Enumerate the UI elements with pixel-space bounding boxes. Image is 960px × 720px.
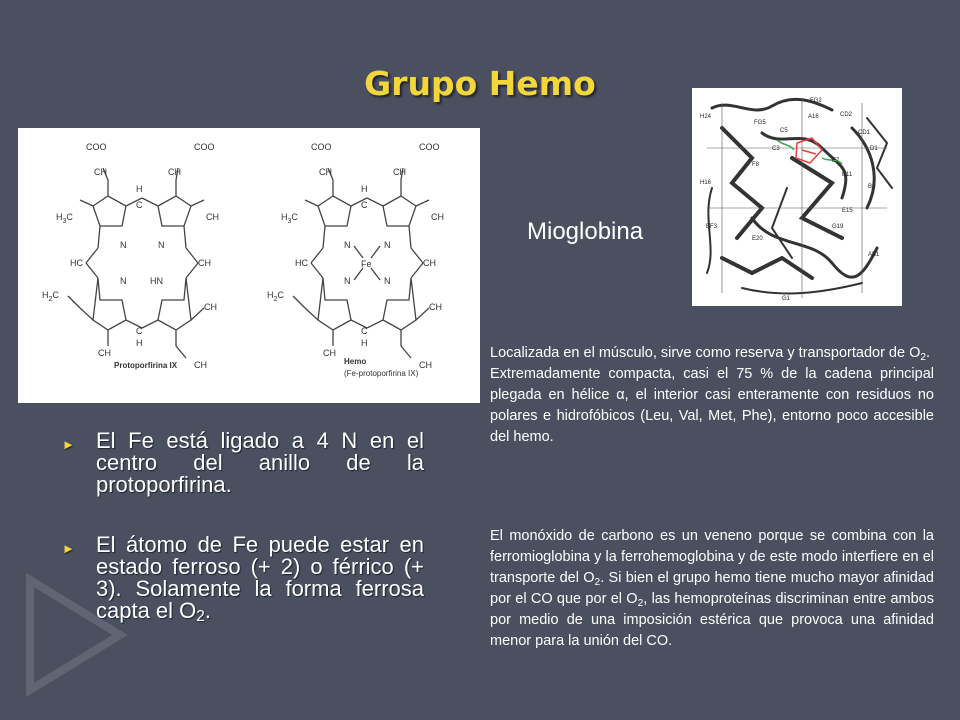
helix-label-5: CD1 (858, 130, 871, 136)
description-paragraph-1 (490, 343, 934, 448)
triangle-right-icon: ► (62, 541, 75, 556)
caption-protoporfirina: Protoporfirina IX (114, 361, 178, 370)
helix-label-13: E20 (752, 236, 763, 242)
helix-label-14: G19 (832, 224, 844, 230)
caption-hemo-sub: (Fe-protoporfirina IX) (344, 369, 419, 378)
bullet-list (62, 430, 424, 652)
label-h-4: H (361, 338, 368, 348)
description-line-1: Localizada en el músculo, sirve como reserva y transportador de $O_2$. (490, 345, 931, 363)
label-ch3-3: CH (98, 348, 111, 358)
description-paragraph-2 (490, 526, 934, 652)
label-coo-2: COO (194, 142, 215, 152)
label-h3c-1: $H_3C$ (56, 212, 73, 225)
description-line-2: Extremadamente compacta, casi el 75 % de la cadena principal plegada en hélice α, el interior casi enteramente con residuos no polares e hidrofóbicos (Leu, Val, Met, Phe), entorno poco accesible del hemo. (490, 366, 934, 445)
bullet-2-text: El átomo de Fe puede estar en estado ferroso (+ 2) o férrico (+ 3). Solamente la forma ferrosa capta el $O_2$. (96, 532, 424, 625)
label-c-3: C (361, 200, 368, 210)
label-ch2-1: CH (94, 167, 107, 177)
label-n-5: N (384, 240, 391, 250)
helix-label-3: C5 (780, 128, 788, 134)
label-h2c-2: $H_2C$ (267, 290, 284, 303)
slide-title: Grupo Hemo (364, 64, 596, 103)
label-h3c-2: $H_3C$ (281, 212, 298, 225)
helix-label-8: F8 (752, 162, 760, 168)
helix-label-1: FG2 (810, 98, 822, 104)
helix-label-0: H24 (700, 114, 712, 120)
helix-label-17: G1 (782, 296, 791, 302)
helix-label-18: B5 (868, 184, 876, 190)
helix-label-19: A16 (808, 114, 819, 120)
description-co-text: El monóxido de carbono es un veneno porque se combina con la ferromioglobina y la ferrohemoglobina y de este modo interfiere en el transporte del $O_2$. Si bien el grupo hemo tiene mucho mayor afinidad por el CO que por el $O_2$, las hemoproteínas discriminan entre ambos por medio de una imposición estérica que provoca una afinidad menor para la unión del CO. (490, 528, 934, 649)
bullet-1-text: El Fe está ligado a 4 N en el centro del anillo de la protoporfirina. (96, 428, 424, 497)
label-coo-4: COO (419, 142, 440, 152)
myoglobin-ribbon-drawing (692, 88, 902, 306)
label-fe: Fe (361, 259, 372, 269)
label-n-2: N (158, 240, 165, 250)
helix-label-15: E15 (842, 208, 853, 214)
label-c-2: C (136, 326, 143, 336)
label-ch2-2: CH (168, 167, 181, 177)
helix-label-12: EF3 (706, 224, 718, 230)
label-hn-1: HN (150, 276, 163, 286)
label-h-2: H (136, 338, 143, 348)
helix-label-9: E7 (832, 158, 840, 164)
helix-label-10: E11 (842, 172, 853, 178)
label-n-4: N (344, 240, 351, 250)
label-h-1: H (136, 184, 143, 194)
helix-label-16: AB1 (868, 252, 880, 258)
label-n-7: N (384, 276, 391, 286)
helix-label-11: H16 (700, 180, 712, 186)
myoglobin-structure-figure (692, 88, 902, 306)
label-ch3-2: CH (204, 302, 217, 312)
label-ch2-4: CH (319, 167, 332, 177)
label-ch-1: CH (198, 258, 211, 268)
label-hc-2: HC (295, 258, 308, 268)
label-ch2-5: CH (393, 167, 406, 177)
porphyrin-structures-drawing (18, 128, 480, 403)
label-h2c-1: $H_2C$ (42, 290, 59, 303)
porphyrin-structures-figure (18, 128, 480, 403)
helix-label-6: C3 (772, 146, 780, 152)
label-coo-3: COO (311, 142, 332, 152)
caption-hemo: Hemo (344, 357, 367, 366)
bullet-item-2 (62, 532, 424, 625)
label-hc-1: HC (70, 258, 83, 268)
label-c-1: C (136, 200, 143, 210)
helix-label-2: CD2 (840, 112, 853, 118)
label-n-3: N (120, 276, 127, 286)
label-ch2-6: CH (419, 360, 432, 370)
label-ch3-6: CH (323, 348, 336, 358)
helix-label-4: FG5 (754, 120, 766, 126)
label-coo-1: COO (86, 142, 107, 152)
label-n-1: N (120, 240, 127, 250)
label-ch3-1: CH (206, 212, 219, 222)
label-c-4: C (361, 326, 368, 336)
label-ch3-4: CH (431, 212, 444, 222)
label-h-3: H (361, 184, 368, 194)
bullet-item-1 (62, 430, 424, 496)
helix-label-7: D1 (870, 146, 878, 152)
triangle-right-icon: ► (62, 437, 75, 452)
myoglobin-label: Mioglobina (527, 218, 644, 245)
label-ch3-5: CH (429, 302, 442, 312)
label-ch-2: CH (423, 258, 436, 268)
label-ch2-3: CH (194, 360, 207, 370)
label-n-6: N (344, 276, 351, 286)
